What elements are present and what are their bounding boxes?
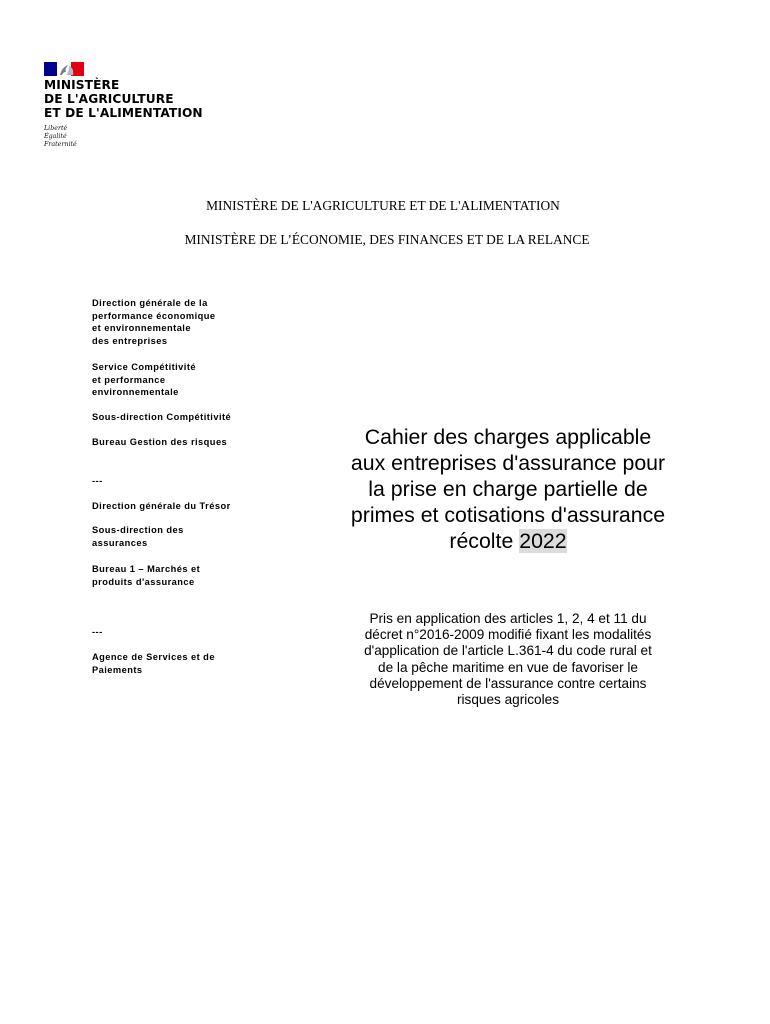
- subtitle-line: décret n°2016-2009 modifié fixant les modalités: [364, 627, 652, 643]
- bureau-gestion-risques: [92, 436, 292, 449]
- dg-tresor-line: Direction générale du Trésor: [92, 501, 231, 511]
- motto: [44, 125, 244, 148]
- title-year-highlight: 2022: [519, 528, 567, 553]
- logo-title-line: MINISTÈRE: [44, 78, 120, 92]
- agence-services-paiements: [92, 651, 292, 676]
- dgpe-line: Direction générale de la: [92, 298, 208, 308]
- bureau-line: Bureau 1 – Marchés et: [92, 564, 201, 574]
- sous-direction-competitivite: [92, 411, 292, 424]
- separator-line: ---: [92, 627, 103, 637]
- sous-direction-line: assurances: [92, 537, 148, 548]
- logo-title: [44, 79, 244, 120]
- logo-title-line: ET DE L'ALIMENTATION: [44, 105, 203, 120]
- title-prefix: récolte: [449, 528, 520, 553]
- document-subtitle: [310, 611, 706, 708]
- bureau-marches: [92, 563, 292, 588]
- sous-direction-assurances: [92, 524, 292, 549]
- subtitle-line: de la pêche maritime en vue de favoriser le: [378, 659, 638, 675]
- dg-tresor: [92, 500, 292, 513]
- document-title: [310, 425, 706, 555]
- dgpe-block: [92, 297, 292, 347]
- service-line: Service Compétitivité: [92, 362, 197, 372]
- separator-line: ---: [92, 476, 103, 486]
- separator-2: [92, 626, 292, 639]
- ministry-logo: [44, 62, 244, 148]
- service-line: et performance: [92, 374, 166, 385]
- service-block: [92, 361, 292, 399]
- title-line: primes et cotisations d'assurance: [350, 502, 666, 527]
- sous-direction-line: Sous-direction Compétitivité: [92, 412, 232, 422]
- title-line: [310, 529, 706, 555]
- title-line: la prise en charge partielle de: [368, 476, 648, 501]
- dgpe-line: des entreprises: [92, 335, 168, 346]
- subtitle-line: risques agricoles: [457, 692, 559, 708]
- bureau-line: Bureau Gestion des risques: [92, 437, 228, 447]
- motto-line: Fraternité: [44, 140, 77, 148]
- service-line: environnementale: [92, 387, 179, 398]
- separator-1: [92, 475, 292, 488]
- title-line: Cahier des charges applicable: [364, 425, 652, 449]
- motto-line: Liberté: [44, 125, 68, 133]
- dgpe-line: performance économique: [92, 310, 216, 321]
- subtitle-line: développement de l'assurance contre certains: [369, 675, 647, 691]
- motto-line: Égalité: [44, 132, 67, 140]
- ministry-header-agriculture: MINISTÈRE DE L'AGRICULTURE ET DE L'ALIMENTATION: [206, 198, 560, 213]
- agence-line: Paiements: [92, 664, 143, 675]
- marianne-flag-icon: [44, 62, 84, 76]
- sous-direction-line: Sous-direction des: [92, 525, 184, 535]
- logo-title-line: DE L'AGRICULTURE: [44, 91, 174, 106]
- title-line: aux entreprises d'assurance pour: [350, 450, 666, 475]
- subtitle-line: Pris en application des articles 1, 2, 4 et 11 du: [369, 611, 647, 626]
- ministry-header-economie: MINISTÈRE DE L’ÉCONOMIE, DES FINANCES ET DE LA RELANCE: [184, 232, 590, 247]
- subtitle-line: d'application de l'article L.361-4 du code rural et: [364, 643, 652, 659]
- bureau-line: produits d'assurance: [92, 576, 195, 587]
- agence-line: Agence de Services et de: [92, 652, 215, 662]
- dgpe-line: et environnementale: [92, 323, 191, 334]
